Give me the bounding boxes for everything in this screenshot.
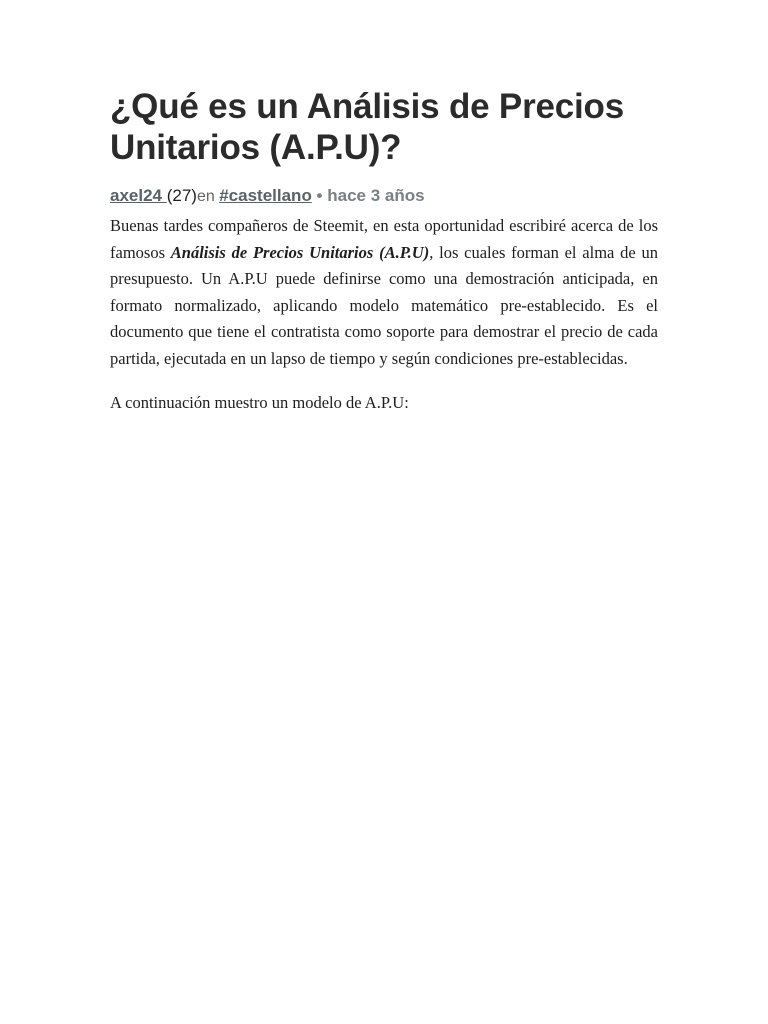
- paragraph-model-intro: A continuación muestro un modelo de A.P.U:: [110, 392, 409, 412]
- in-label: en: [196, 188, 220, 205]
- post-time: hace 3 años: [327, 186, 425, 205]
- emphasized-term: Análisis de Precios Unitarios (A.P.U): [170, 242, 430, 262]
- author-link[interactable]: axel24: [110, 186, 167, 205]
- paragraph-intro: [110, 213, 658, 373]
- author-reputation: (27): [166, 186, 197, 205]
- paragraph-intro-end: , los cuales forman el alma de un presupuesto. Un A.P.U puede definirse como una demostración anticipada, en formato normalizado, aplicando modelo matemático pre-establecido. Es el documento que tiene el contratista como soporte para demostrar el precio de cada partida, ejecutada en un lapso de tiempo y según condiciones pre-establecidas.: [110, 242, 658, 368]
- post-meta: [110, 185, 658, 208]
- paragraph-intro-start: Buenas tardes compañeros de Steemit, en esta oportunidad escribiré acerca de los famosos: [110, 216, 658, 262]
- meta-separator: •: [311, 186, 328, 205]
- article: [110, 86, 658, 416]
- article-title: ¿Qué es un Análisis de Precios Unitarios (A.P.U)?: [110, 87, 624, 167]
- tag-link[interactable]: #castellano: [219, 186, 312, 205]
